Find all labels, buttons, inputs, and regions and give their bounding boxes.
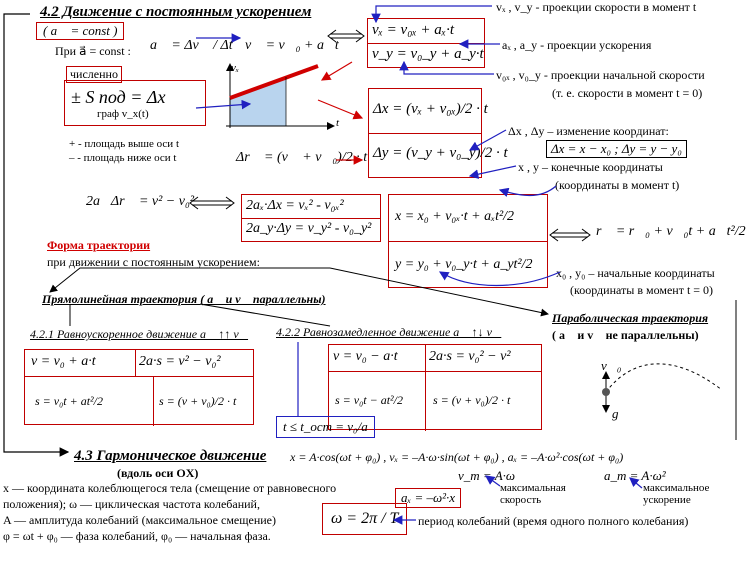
final-coords-paren: (координаты в момент t) [555,178,680,192]
blue-arrow-6 [470,130,506,150]
double-arrow-1 [328,30,364,42]
harmonic-line-3: A — амплитуда колебаний (максимальное смещение) [3,513,276,527]
at-const-prefix: При a⃗ = const : [55,44,131,58]
vx-t-graph [226,64,334,128]
trajectory-title: Форма траектории [47,238,151,252]
sub-4-2-2-s2: s = (v + v₀)/2 · t [433,393,511,407]
graph-axis-t-label: t [336,117,340,129]
trajectory-subtitle: при движении с постоянным ускорением: [47,255,260,269]
y-coordinate-formula: y = y₀ + v₀_y·t + a_yt²/2 [395,257,533,272]
section-4-3-title: 4.3 Гармоническое движение [74,448,267,464]
left-frame-line [4,14,68,452]
period-description: период колебаний (время одного полного колебания) [418,514,689,528]
harmonic-line-4: φ = ωt + φ₀ — фаза колебаний, φ₀ — начальная фаза. [3,529,271,543]
am-formula: a_m = A·ω² [604,468,666,483]
sub-4-2-1-title: 4.2.1 Равноускоренное движение a⃗ ↑↑ v⃗ [30,327,249,341]
delta-r-formula: Δr⃗ = (v⃗ + v⃗₀)/2 · t [236,150,368,165]
initial-velocity-note: v₀ₓ , v₀_y - проекции начальной скорости [496,68,705,82]
two-a-dr-formula: 2a⃗Δr⃗ = v² − v₀² [86,194,195,209]
stop-time-box: t ≤ t_ост = v₀/a [276,416,375,438]
sub-4-2-2-title: 4.2.2 Равнозамедленное движение a⃗ ↑↓ v⃗ [276,325,502,339]
graph-area [230,77,286,126]
dy-formula: Δy = (v_y + v₀_y)/2 · t [373,145,508,161]
sub-4-2-2-as: 2a·s = v₀² − v² [429,349,511,364]
parabola-curve [606,364,722,392]
sub-4-2-1-v: v = v₀ + a·t [31,354,96,369]
section-4-3-along: (вдоль оси OX) [117,466,199,480]
a-definition: a⃗ = Δv⃗ / Δt [150,38,233,53]
red-arrow-1 [322,62,352,80]
harmonic-equations: x = A·cos(ωt + φ₀) , vₓ = –A·ω·sin(ωt + φ₀) , aₓ = –A·ω²·cos(ωt + φ₀) [290,450,624,464]
blue-arrow-9 [440,272,560,286]
dx-formula: Δx = (vₓ + v₀ₓ)/2 · t [373,101,488,117]
harmonic-line-2: положения); ω — циклическая частота колебаний, [3,497,260,511]
blue-arrow-7 [470,166,516,176]
blue-arrow-5 [404,62,494,74]
sub-4-2-2-s1: s = v₀t − at²/2 [335,393,403,407]
delta-coord-note: Δx , Δy – изменение координат: [508,124,669,138]
initial-coords-note: x₀ , y₀ – начальные координаты [556,266,715,280]
blue-arrow-3 [376,6,492,22]
ax-work-formula: 2aₓ·Δx = vₓ² - v₀ₓ² [246,198,344,213]
parabolic-trajectory-paren: ( a⃗ и v⃗ не параллельны) [552,328,699,342]
double-arrow-3 [550,229,590,241]
parabola-g-label: g⃗ [612,406,629,421]
vy-formula: v_y = v₀_y + a_y·t [372,46,484,62]
linear-trajectory-title: Прямолинейная траектория ( a⃗ и v⃗ параллельны) [42,292,326,306]
ay-work-formula: 2a_y·Δy = v_y² - v₀_y² [246,221,372,236]
sub-4-2-1-s2: s = (v + v₀)/2 · t [159,394,237,408]
initial-velocity-paren: (т. е. скорости в момент t = 0) [552,86,703,100]
vector-r-formula: r⃗ = r⃗₀ + v⃗₀t + a⃗t²/2 [596,224,746,239]
harmonic-line-1: x — координата колеблющегося тела (смещение от равновесного [3,481,337,495]
ax-omega-box: aₓ = –ω²·x [395,488,461,508]
blue-arrow-vm [486,476,500,486]
section-4-2-title: 4.2 Движение с постоянным ускорением [40,4,312,20]
branch-4-2-2 [200,304,330,326]
vm-label: максимальная скорость [500,482,566,506]
blue-arrow-8 [500,186,556,196]
plus-area-note: + - площадь выше оси t [69,138,179,150]
parabola-v0-label: v⃗₀ [601,358,622,373]
omega-period-box: ω = 2π / T [322,503,407,535]
area-formula: ± S под = Δx [71,87,166,107]
area-graph-label: граф v_x(t) [97,108,149,120]
branch-line-parabolic [330,268,548,314]
numerically-box: численно [66,66,122,83]
sub-4-2-2-v: v = v₀ − a·t [333,349,398,364]
x-coordinate-formula: x = x₀ + v₀ₓ·t + aₓt²/2 [395,209,515,224]
graph-axis-v-label: vₓ [231,62,240,74]
red-arrow-2 [318,100,362,118]
initial-coords-paren: (координаты в момент t = 0) [570,283,714,297]
double-arrow-2 [190,197,234,209]
blue-arrow-am [630,478,642,488]
minus-area-note: – - площадь ниже оси t [69,152,177,164]
delta-definition-box: Δx = x − x₀ ; Δy = y − y₀ [546,140,687,158]
parabolic-trajectory-title: Параболическая траектория [552,311,709,325]
branch-line-linear [50,268,330,292]
v-law: v⃗ = v⃗₀ + a⃗t [245,38,339,53]
sub-4-2-1-as: 2a·s = v² − v₀² [139,354,221,369]
am-label: максимальное ускорение [643,482,710,506]
velocity-projection-note: vₓ , v_y - проекции скорости в момент t [496,0,697,14]
vx-formula: vₓ = v₀ₓ + aₓ·t [372,22,454,38]
const-a-box: ( a⃗ = const ) [36,22,124,40]
parabola-ball [602,388,610,396]
vm-formula: v_m = A·ω [458,468,516,483]
acceleration-projection-note: aₓ , a_y - проекции ускорения [502,38,652,52]
sub-4-2-1-s1: s = v₀t + at²/2 [35,394,103,408]
final-coords-note: x , y – конечные координаты [518,160,663,174]
